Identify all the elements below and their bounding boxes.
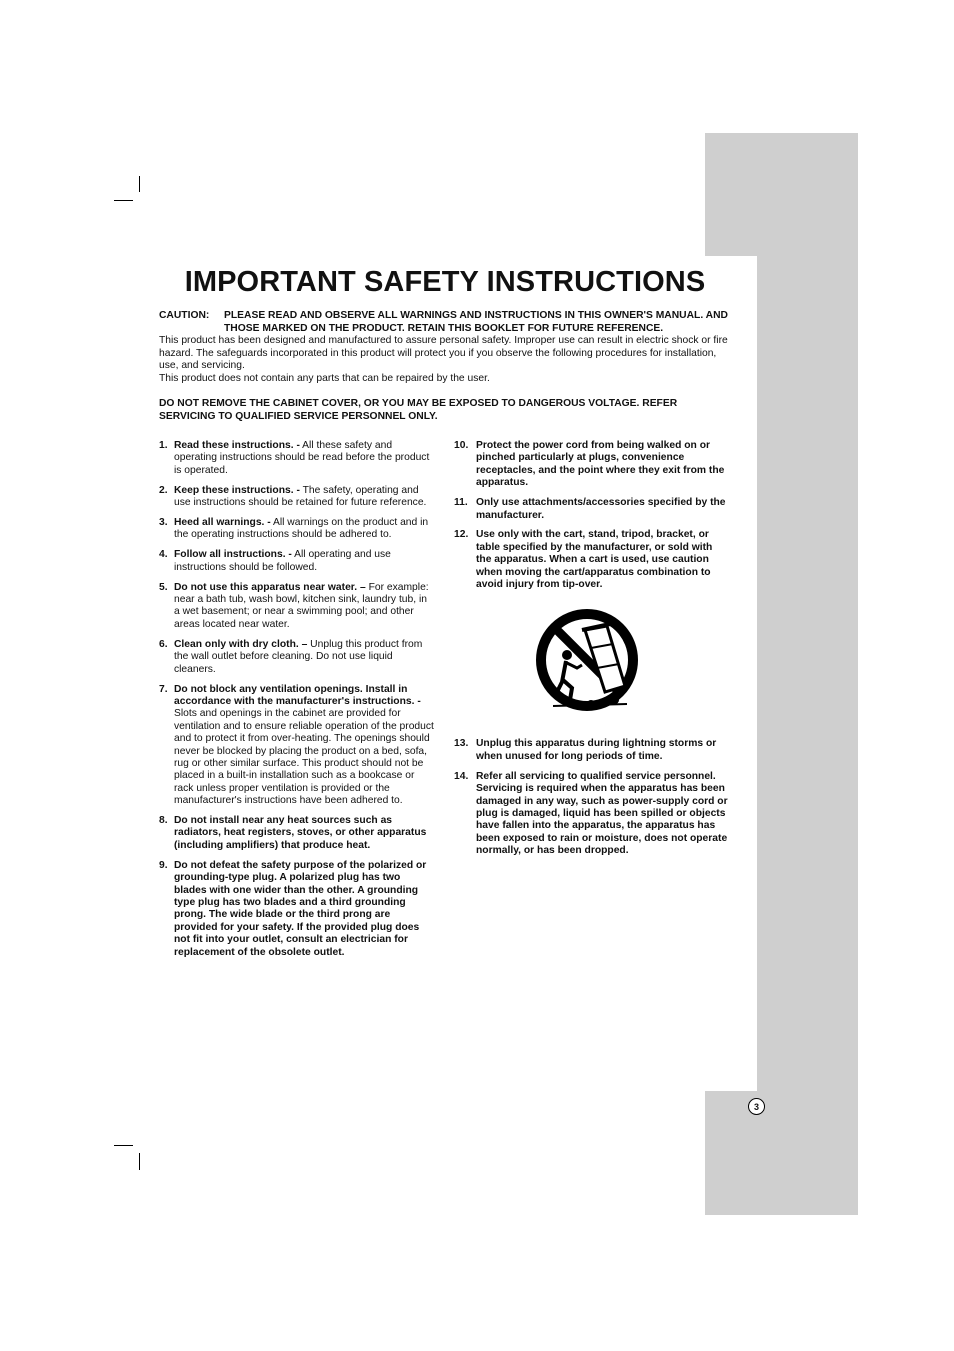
item-text: The safety, operating and use instructions should be retained for future reference.	[174, 484, 427, 509]
instruction-item	[454, 529, 729, 591]
cart-tip-over-warning-icon	[535, 608, 645, 718]
crop-mark	[114, 200, 133, 201]
item-number: 7.	[159, 683, 168, 695]
crop-mark	[139, 176, 140, 192]
voltage-warning: DO NOT REMOVE THE CABINET COVER, OR YOU MAY BE EXPOSED TO DANGEROUS VOLTAGE. REFER SERVICING TO QUALIFIED SERVICE PERSONNEL ONLY.	[159, 398, 678, 422]
item-heading: Do not block any ventilation openings. Install in accordance with the manufacturer's instructions. -	[174, 683, 421, 707]
item-heading: Do not defeat the safety purpose of the polarized or grounding-type plug. A polarized plug has two blades with one wider than the other. A grounding type plug has two blades and a third grounding prong. The wide blade or the third prong are provided for your safety. If the provided plug does not fit into your outlet, consult an electrician for replacement of the obsolete outlet.	[174, 859, 427, 958]
item-heading: Do not use this apparatus near water. –	[174, 581, 366, 593]
instruction-item	[159, 549, 435, 574]
item-text: All warnings on the product and in the operating instructions should be adhered to.	[174, 517, 429, 541]
instruction-item	[454, 440, 729, 490]
page-number: 3	[748, 1098, 765, 1115]
instruction-item	[159, 485, 435, 510]
item-number: 11.	[454, 497, 468, 509]
item-number: 14.	[454, 770, 469, 782]
crop-mark	[114, 1145, 133, 1146]
item-text: For example: near a bath tub, wash bowl, kitchen sink, laundry tub, in a wet basement; or near a swimming pool; and other areas located near water.	[174, 581, 429, 630]
intro-paragraph: This product does not contain any parts that can be repaired by the user.	[159, 372, 490, 384]
caution-notice	[159, 310, 729, 335]
side-tab-top	[705, 133, 858, 256]
caution-label: CAUTION:	[159, 310, 210, 321]
item-heading: Heed all warnings. -	[174, 517, 271, 529]
item-number: 2.	[159, 484, 168, 496]
instruction-item	[159, 440, 435, 477]
side-tab-strip	[757, 256, 858, 1215]
item-number: 5.	[159, 581, 168, 593]
item-heading: Protect the power cord from being walked on or pinched particularly at plugs, convenience receptacles, and the point where they exit from the apparatus.	[476, 440, 725, 489]
item-text: Unplug this product from the wall outlet before cleaning. Do not use liquid cleaners.	[174, 638, 423, 675]
item-number: 8.	[159, 815, 168, 827]
instruction-item	[454, 497, 729, 522]
item-number: 9.	[159, 859, 168, 871]
item-text: Slots and openings in the cabinet are provided for ventilation and to ensure reliable operation of the product and to protect it from over-heating. The openings should never be blocked by placing the product on a bed, sofa, rug or other similar surface. This product should not be placed in a built-in installation such as a bookcase or rack unless proper ventilation is provided or the manufacturer's instructions have been adhered to.	[174, 708, 434, 807]
instruction-item	[159, 815, 435, 852]
item-heading: Read these instructions. -	[174, 440, 300, 451]
caution-text: PLEASE READ AND OBSERVE ALL WARNINGS AND INSTRUCTIONS IN THIS OWNER'S MANUAL. AND THOSE MARKED ON THE PRODUCT. RETAIN THIS BOOKLET FOR FUTURE REFERENCE.	[224, 310, 728, 334]
item-heading: Keep these instructions. -	[174, 484, 300, 496]
intro-paragraphs	[159, 335, 729, 385]
page-title: IMPORTANT SAFETY INSTRUCTIONS	[184, 266, 706, 298]
instruction-item	[159, 639, 435, 676]
instruction-item	[159, 684, 435, 808]
instruction-item	[454, 738, 729, 763]
instruction-item	[159, 517, 435, 542]
item-number: 1.	[159, 440, 168, 451]
item-heading: Use only with the cart, stand, tripod, bracket, or table specified by the manufacturer, or sold with the apparatus. When a cart is used, use caution when moving the cart/apparatus combination to avoid injury from tip-over.	[476, 529, 713, 591]
item-heading: Follow all instructions. -	[174, 549, 292, 561]
instruction-item	[159, 860, 435, 959]
instructions-column-right	[454, 440, 729, 865]
item-text: All operating and use instructions should be followed.	[174, 549, 391, 573]
item-heading: Refer all servicing to qualified service personnel. Servicing is required when the apparatus has been damaged in any way, such as power-supply cord or plug is damaged, liquid has been spilled or objects have fallen into the apparatus, the apparatus has been exposed to rain or moisture, does not operate normally, or has been dropped.	[476, 770, 728, 857]
item-number: 6.	[159, 638, 168, 650]
item-heading: Only use attachments/accessories specified by the manufacturer.	[476, 497, 726, 521]
item-heading: Clean only with dry cloth. –	[174, 638, 308, 650]
instruction-item	[454, 771, 729, 858]
item-number: 3.	[159, 517, 168, 529]
instructions-column-left	[159, 440, 435, 967]
item-number: 13.	[454, 738, 469, 750]
item-number: 12.	[454, 529, 469, 541]
item-heading: Unplug this apparatus during lightning storms or when unused for long periods of time.	[476, 738, 717, 762]
crop-mark	[139, 1153, 140, 1170]
item-number: 4.	[159, 549, 168, 561]
intro-paragraph: This product has been designed and manufactured to assure personal safety. Improper use can result in electric shock or fire hazard. The safeguards incorporated in this product will protect you if you observe the following procedures for installation, use, and servicing.	[159, 335, 728, 371]
side-tab-bottom	[705, 1091, 858, 1215]
instruction-item	[159, 582, 435, 632]
item-number: 10.	[454, 440, 469, 451]
item-heading: Do not install near any heat sources such as radiators, heat registers, stoves, or other apparatus (including amplifiers) that produce heat.	[174, 815, 427, 851]
item-text: All these safety and operating instructions should be read before the product is operated.	[174, 440, 430, 476]
